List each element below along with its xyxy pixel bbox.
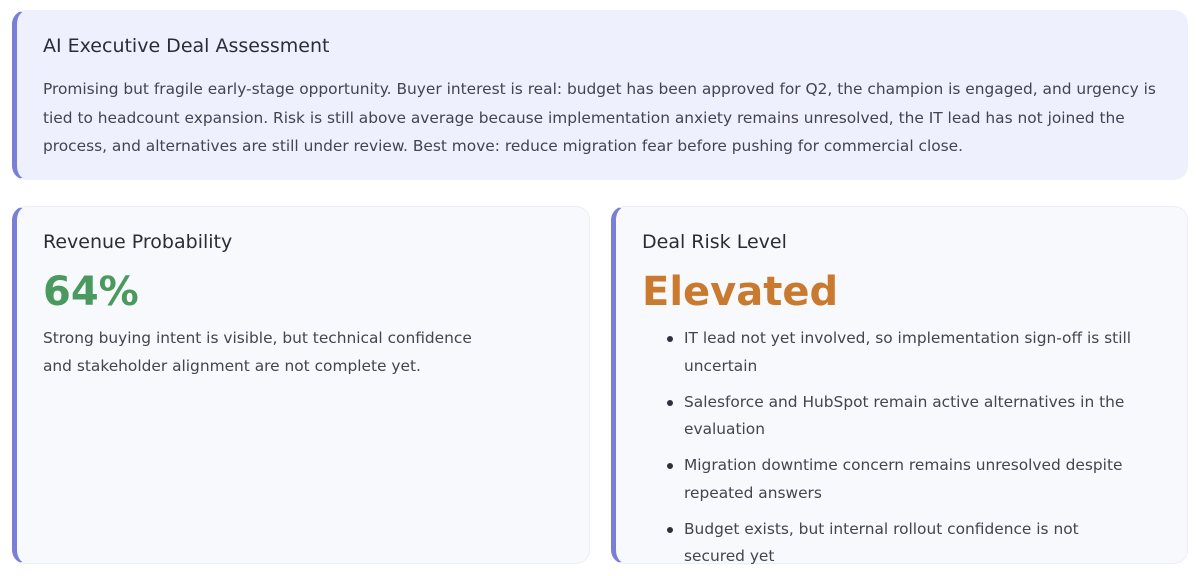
risk-factor-item xyxy=(684,389,1142,444)
risk-factor-text: IT lead not yet involved, so implementation sign-off is still uncertain xyxy=(684,329,1132,375)
risk-factor-item xyxy=(684,325,1142,380)
bullet-icon xyxy=(667,463,673,469)
probability-description: Strong buying intent is visible, but technical confidence and stakeholder alignment are not complete yet. xyxy=(43,329,472,375)
probability-title: Revenue Probability xyxy=(43,231,233,253)
probability-value: 64% xyxy=(43,269,139,315)
risk-level-value: Elevated xyxy=(642,269,839,315)
risk-factor-text: Salesforce and HubSpot remain active alternatives in the evaluation xyxy=(684,392,1125,438)
risk-factor-item xyxy=(684,452,1142,507)
bullet-icon xyxy=(667,527,673,533)
risk-factor-text: Migration downtime concern remains unresolved despite repeated answers xyxy=(684,456,1123,502)
bullet-icon xyxy=(667,336,673,342)
summary-title: AI Executive Deal Assessment xyxy=(43,35,330,57)
risk-factor-text: Budget exists, but internal rollout confidence is not secured yet xyxy=(684,519,1079,565)
risk-factor-list xyxy=(642,325,1142,576)
executive-summary-card xyxy=(12,10,1188,180)
risk-factor-item xyxy=(684,516,1142,571)
summary-text: Promising but fragile early-stage opportunity. Buyer interest is real: budget has been approved for Q2, the champion is engaged, and urgency is tied to headcount expansion. Risk is still above average because implementation anxiety remains unresolved, the IT lead has not joined the process, and alternatives are still under review. Best move: reduce migration fear before pushing for commercial close. xyxy=(43,80,1156,155)
deal-risk-card xyxy=(611,206,1188,564)
risk-title: Deal Risk Level xyxy=(642,231,787,253)
revenue-probability-card xyxy=(12,206,590,564)
bullet-icon xyxy=(667,400,673,406)
